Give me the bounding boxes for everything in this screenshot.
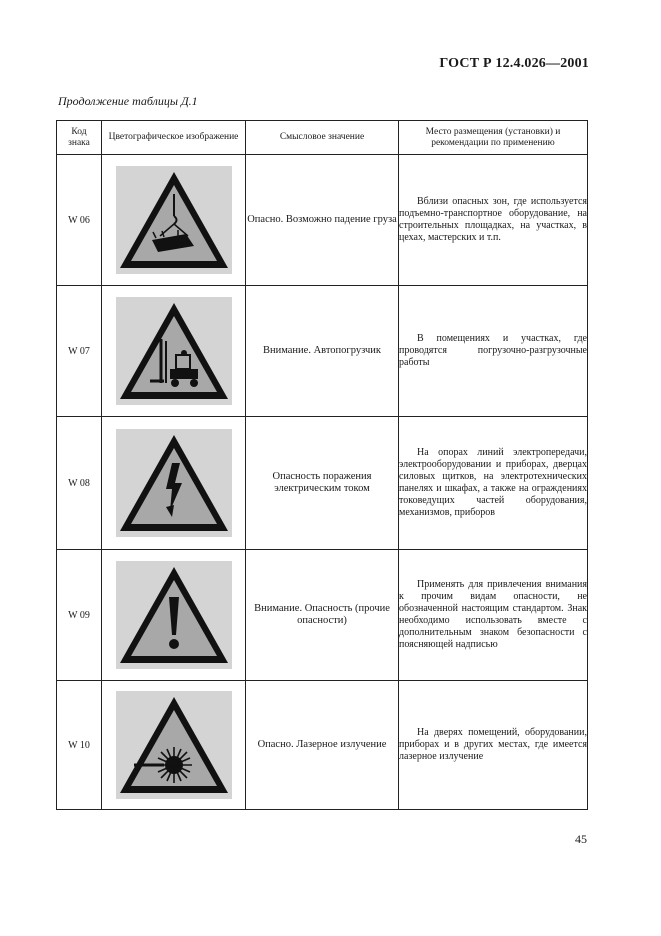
col-header-meaning: Смысловое значение [246, 121, 399, 155]
placement-text: Применять для привлечения внимания к прочим видам опасности, не обозначенной настоящим стандартом. Знак необходимо использовать вместе с дополнительным знаком безопасности с поясняющей надписью [399, 579, 587, 650]
sign-image-cell [102, 155, 246, 286]
sign-code: W 10 [57, 681, 102, 810]
placement-text: Вблизи опасных зон, где используется подъемно-транспортное оборудование, на строительных площадках, на участках, в цехах, мастерских и т.п. [399, 196, 587, 243]
sign-meaning: Опасно. Возможно падение груза [246, 155, 399, 286]
laser-warning-icon [114, 689, 234, 801]
sign-placement [399, 681, 588, 810]
table-row [57, 550, 588, 681]
placement-text: На опорах линий электропередачи, электрооборудовании и приборах, дверцах силовых щитков, на электротехнических панелях и шкафах, а также на ограждениях токоведущих частей оборудования, механизмов, приборов [399, 447, 587, 518]
sign-image-cell [102, 681, 246, 810]
document-code: ГОСТ Р 12.4.026—2001 [439, 56, 589, 71]
col-header-image: Цветографическое изображение [102, 121, 246, 155]
table-row [57, 286, 588, 417]
sign-meaning: Опасность поражения электрическим током [246, 417, 399, 550]
placement-text: На дверях помещений, оборудовании, приборах и в других местах, где имеется лазерное излучение [399, 727, 587, 762]
sign-image-cell [102, 550, 246, 681]
col-header-place: Место размещения (установки) и рекомендации по применению [399, 121, 588, 155]
table-caption: Продолжение таблицы Д.1 [58, 94, 198, 108]
sign-placement [399, 417, 588, 550]
sign-code: W 07 [57, 286, 102, 417]
sign-meaning: Внимание. Автопогрузчик [246, 286, 399, 417]
signs-table [56, 120, 588, 810]
col-header-code: Код знака [57, 121, 102, 155]
electric-shock-warning-icon [114, 427, 234, 539]
sign-meaning: Внимание. Опасность (прочие опасности) [246, 550, 399, 681]
forklift-warning-icon [114, 295, 234, 407]
table-header-row [57, 121, 588, 155]
exclamation-warning-icon [114, 559, 234, 671]
sign-code: W 08 [57, 417, 102, 550]
table-row [57, 681, 588, 810]
sign-image-cell [102, 286, 246, 417]
sign-placement [399, 550, 588, 681]
sign-code: W 06 [57, 155, 102, 286]
sign-placement [399, 286, 588, 417]
sign-placement [399, 155, 588, 286]
falling-load-warning-icon [114, 164, 234, 276]
page-number: 45 [575, 832, 587, 846]
placement-text: В помещениях и участках, где проводятся погрузочно-разгрузочные работы [399, 333, 587, 368]
sign-code: W 09 [57, 550, 102, 681]
sign-meaning: Опасно. Лазерное излучение [246, 681, 399, 810]
table-row [57, 417, 588, 550]
sign-image-cell [102, 417, 246, 550]
table-row [57, 155, 588, 286]
